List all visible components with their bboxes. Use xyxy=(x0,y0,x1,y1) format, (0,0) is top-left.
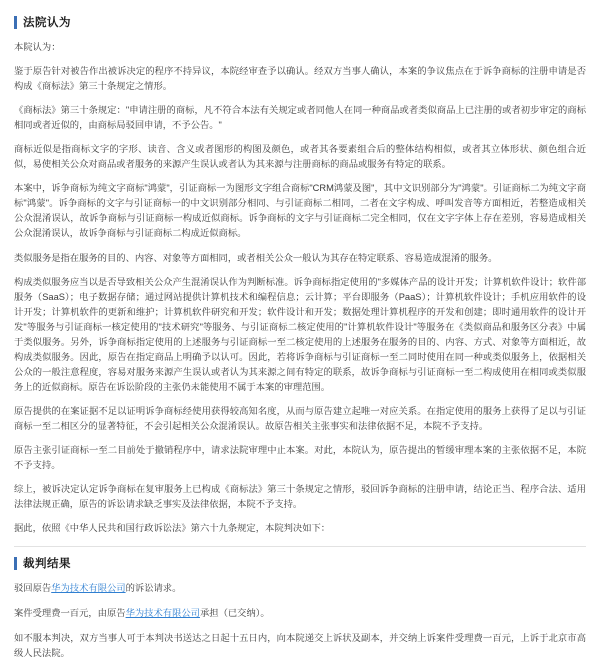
section-accent-bar-icon xyxy=(14,557,17,570)
section-header-court-opinion xyxy=(14,14,586,30)
section-divider xyxy=(14,546,586,547)
paragraph: 本案中，诉争商标为纯文字商标"鸿蒙"，引证商标一为图形文字组合商标"CRM鸿蒙及图"，其中文识别部分为"鸿蒙"。引证商标二为纯文字商标"鸿蒙"。诉争商标的文字与引证商标一的中文识别部分相同、与引证商标二相同，二者在文字构成、呼叫发音等方面相近，若整造成相关公众混淆误认，故诉争商标与引证商标一构成近似商标。诉争商标的文字与引证商标二完全相同，仅在文字字体上存在差别，容易造成相关公众混淆误认，故诉争商标与引证商标二构成近似商标。 xyxy=(14,183,586,239)
section-judgment-result xyxy=(14,555,586,661)
paragraph: 综上，被诉决定认定诉争商标在复审服务上已构成《商标法》第三十条规定之情形，驳回诉争商标的注册申请，结论正当、程序合法、适用法律法规正确，原告的诉讼请求缺乏事实及法律依据，本院不予支持。 xyxy=(14,484,586,510)
section-court-opinion xyxy=(14,14,586,536)
section-header-judgment-result xyxy=(14,555,586,571)
paragraph: 类似服务是指在服务的目的、内容、对象等方面相同，或者相关公众一般认为其存在特定联系、容易造成混淆的服务。 xyxy=(14,252,498,263)
paragraph: 《商标法》第三十条规定："申请注册的商标，凡不符合本法有关规定或者同他人在同一种商品或者类似商品上已注册的或者初步审定的商标相同或者近似的，由商标局驳回申请，不予公告。" xyxy=(14,105,586,131)
paragraph: 构成类似服务应当以是否导致相关公众产生混淆误认作为判断标准。诉争商标指定使用的"多媒体产品的设计开发；计算机软件设计；软件部服务（SaaS）；电子数据存储；通过网站提供计算机技术和编程信息；云计算；平台即服务（PaaS）；计算机软件设计；手机应用软件的设计开发；计算机软件的更新和维护；计算机软件研究和开发；软件设计和开发；数据处理计算机程序的开发和创建；即时通用软件的设计开发"等服务与引证商标一核定使用的"技术研究"等服务、与引证商标二核定使用的"计算机软件设计"等服务在《类似商品和服务区分表》中属于类似服务。另外，诉争商标指定使用的上述服务与引证商标一至二核定使用的上述服务在服务的目的、内容、方式、对象等方面相近，故构成类似服务。因此，原告在指定商品上明确予以认可。因此，若将诉争商标与引证商标一至二同时使用在同一种或类似服务上，依据相关公众的一般注意程度，容易对服务来源产生误认或者认为其来源之间有特定的联系，故诉争商标与引证商标一至二构成使用在相同或类似服务上的近似商标。原告在诉讼阶段的主张仍未能使用不属于本案的审理范围。 xyxy=(14,276,586,392)
paragraph: 鉴于原告针对被告作出被诉决定的程序不持异议，本院经审查予以确认。经双方当事人确认，本案的争议焦点在于诉争商标的注册申请是否构成《商标法》第三十条规定之情形。 xyxy=(14,66,586,92)
plaintiff-link[interactable]: 华为技术有限公司 xyxy=(125,608,200,619)
paragraph: 据此，依照《中华人民共和国行政诉讼法》第六十九条规定，本院判决如下： xyxy=(14,523,331,534)
paragraph-fees: 案件受理费一百元，由原告华为技术有限公司承担（已交纳）。 xyxy=(14,608,270,619)
plaintiff-link[interactable]: 华为技术有限公司 xyxy=(51,583,126,594)
section-title-judgment-result: 裁判结果 xyxy=(23,558,71,571)
paragraph-dismissal: 驳回原告华为技术有限公司的诉讼请求。 xyxy=(14,583,182,594)
paragraph: 原告主张引证商标一至二目前处于撤销程序中，请求法院审理中止本案。对此，本院认为，原告提出的暂缓审理本案的主张依据不足，本院不予支持。 xyxy=(14,445,586,471)
paragraph: 商标近似是指商标文字的字形、读音、含义或者图形的构图及颜色，或者其各要素组合后的整体结构相似，或者其立体形状、颜色组合近似，易使相关公众对商品或者服务的来源产生误认或者认为其来源与注册商标的商品或服务有特定的联系。 xyxy=(14,144,586,170)
paragraph-appeal: 如不服本判决，双方当事人可于本判决书送达之日起十五日内，向本院递交上诉状及副本，并交纳上诉案件受理费一百元，上诉于北京市高级人民法院。 xyxy=(14,633,586,659)
section-title-court-opinion: 法院认为 xyxy=(23,17,71,29)
section-accent-bar-icon xyxy=(14,16,17,29)
paragraph: 原告提供的在案证据不足以证明诉争商标经使用获得较高知名度，从而与原告建立起唯一对应关系。在指定使用的服务上获得了足以与引证商标一至二相区分的显著特征，不会引起相关公众混淆误认。故原告相关主张事实和法律依据不足，本院不予支持。 xyxy=(14,405,586,431)
paragraph: 本院认为： xyxy=(14,42,61,52)
